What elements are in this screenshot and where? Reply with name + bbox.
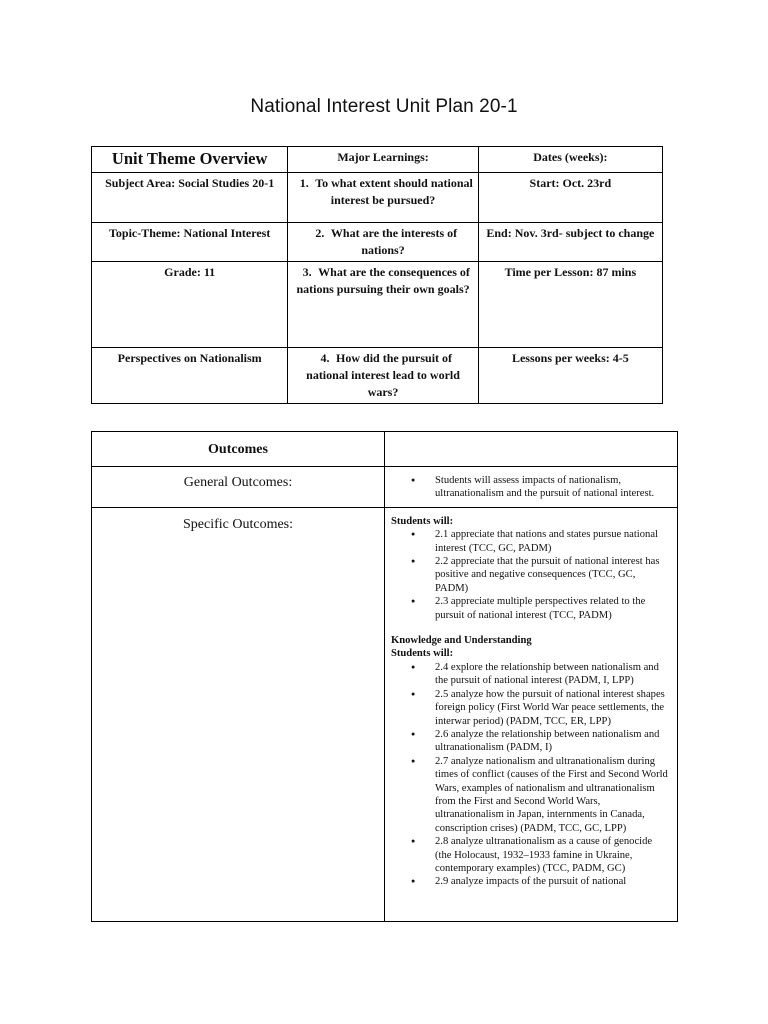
cell-topic: Topic-Theme: National Interest (92, 223, 288, 262)
general-outcomes-list (391, 474, 671, 501)
header-major-learnings: Major Learnings: (288, 147, 478, 173)
page-title: National Interest Unit Plan 20-1 (250, 96, 518, 117)
general-outcomes-label: General Outcomes: (92, 467, 385, 508)
general-outcomes-content (385, 467, 678, 508)
students-will-heading: Students will: (391, 648, 454, 660)
outcomes-header-empty (385, 432, 678, 467)
table-header-row (92, 147, 663, 173)
list-item: ● 2.8 analyze ultranationalism as a cause of genocide (the Holocaust, 1932–1933 famine in Ukraine, contemporary examples) (TCC, PADM, GC) (435, 835, 671, 875)
outcomes-header: Outcomes (92, 432, 385, 467)
specific-outcomes-list-1 (391, 528, 671, 622)
cell-learning: 4. How did the pursuit of national interest lead to world wars? (288, 348, 478, 404)
specific-outcomes-label: Specific Outcomes: (92, 507, 385, 921)
cell-date: Start: Oct. 23rd (478, 173, 662, 223)
cell-learning: 2. What are the interests of nations? (288, 223, 478, 262)
knowledge-heading: Knowledge and Understanding (391, 635, 532, 647)
specific-outcomes-content (385, 507, 678, 921)
list-item: ● Students will assess impacts of nationalism, ultranationalism and the pursuit of national interest. (435, 474, 671, 501)
table-row (92, 348, 663, 404)
cell-learning: 3. What are the consequences of nations pursuing their own goals? (288, 262, 478, 348)
list-item: ● 2.9 analyze impacts of the pursuit of national (435, 875, 671, 888)
table-row (92, 173, 663, 223)
cell-subject: Subject Area: Social Studies 20-1 (92, 173, 288, 223)
list-item: ● 2.2 appreciate that the pursuit of national interest has positive and negative consequences (TCC, GC, PADM) (435, 555, 671, 595)
header-unit-theme: Unit Theme Overview (92, 147, 288, 173)
list-item: ● 2.5 analyze how the pursuit of national interest shapes foreign policy (First World War peace settlements, the interwar period) (PADM, TCC, ER, LPP) (435, 688, 671, 728)
outcomes-table (91, 431, 678, 922)
unit-overview-table (91, 146, 663, 404)
outcomes-header-row (92, 432, 678, 467)
cell-date: Time per Lesson: 87 mins (478, 262, 662, 348)
specific-outcomes-list-2 (391, 661, 671, 889)
list-item: ● 2.1 appreciate that nations and states pursue national interest (TCC, GC, PADM) (435, 528, 671, 555)
list-item: ● 2.3 appreciate multiple perspectives related to the pursuit of national interest (TCC, PADM) (435, 595, 671, 622)
cell-date: End: Nov. 3rd- subject to change (478, 223, 662, 262)
header-dates: Dates (weeks): (478, 147, 662, 173)
list-item: ● 2.7 analyze nationalism and ultranationalism during times of conflict (causes of the First and Second World Wars, examples of nationalism and ultranationalism from the First and Second World Wars, ultranationalism in Japan, internments in Canada, conscription crises) (PADM, TCC, GC, LPP) (435, 755, 671, 835)
list-item: ● 2.4 explore the relationship between nationalism and the pursuit of national interest (PADM, I, LPP) (435, 661, 671, 688)
specific-outcomes-row (92, 507, 678, 921)
cell-perspectives: Perspectives on Nationalism (92, 348, 288, 404)
cell-grade: Grade: 11 (92, 262, 288, 348)
students-will-heading: Students will: (391, 515, 454, 527)
table-row (92, 223, 663, 262)
table-row (92, 262, 663, 348)
general-outcomes-row (92, 467, 678, 508)
list-item: ● 2.6 analyze the relationship between nationalism and ultranationalism (PADM, I) (435, 728, 671, 755)
cell-learning: 1. To what extent should national interest be pursued? (288, 173, 478, 223)
cell-date: Lessons per weeks: 4-5 (478, 348, 662, 404)
